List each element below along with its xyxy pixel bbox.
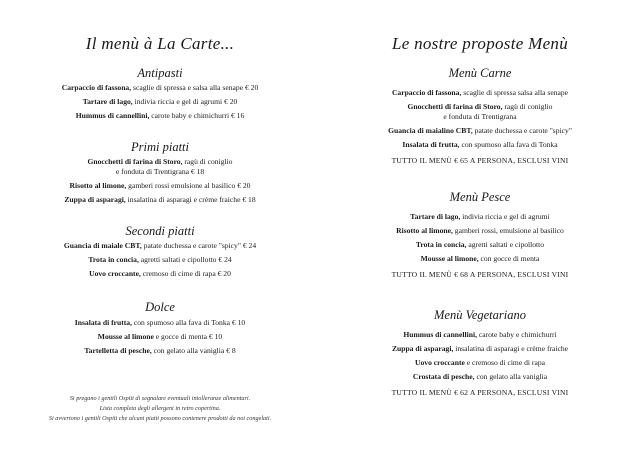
menu-item-continued: e fonduta di Trentigrana € 18 xyxy=(115,167,205,176)
dish-desc: gamberi rossi emulsione al basilico € 20 xyxy=(126,181,251,190)
menu-item xyxy=(0,181,320,191)
dish-name: Tartare di lago, xyxy=(410,212,461,221)
menu-heading-vegetariano: Menù Vegetariano xyxy=(434,308,526,322)
menu-item xyxy=(320,330,640,340)
menu-item xyxy=(320,254,640,264)
dish-name: Hummus di cannellini, xyxy=(403,330,477,339)
dish-desc: indivia riccia e gel di agrumi xyxy=(460,212,550,221)
dish-desc: indivia riccia e gel di agrumi € 20 xyxy=(132,97,238,106)
dish-desc: agretti saltati e cipollotto xyxy=(466,240,545,249)
dish-desc: e gocce di menta € 10 xyxy=(153,332,223,341)
dish-desc: scaglie di spressa salsa alla senape xyxy=(461,88,569,97)
dish-name: Uovo croccante, xyxy=(89,269,141,278)
set-menus-column xyxy=(320,0,640,452)
section-heading-primi: Primi piatti xyxy=(131,140,189,154)
menu-price: TUTTO IL MENÙ € 68 A PERSONA, ESCLUSI VINI xyxy=(391,270,569,279)
menu-item xyxy=(320,126,640,136)
dish-desc: carote baby e chimichurri € 16 xyxy=(149,111,245,120)
menu-heading-carne: Menù Carne xyxy=(448,66,512,80)
dish-name: Trota in concia, xyxy=(415,240,467,249)
menu-item xyxy=(0,346,320,356)
dish-name: Tartelletta di pesche, xyxy=(84,346,152,355)
section-heading-dolce: Dolce xyxy=(145,300,175,314)
menu-item xyxy=(320,226,640,236)
dish-desc: ragù di coniglio xyxy=(182,157,233,166)
menu-item xyxy=(320,372,640,382)
menu-item xyxy=(320,240,640,250)
dish-desc: patate duchessa e carote "spicy" xyxy=(472,126,572,135)
menu-item xyxy=(0,332,320,342)
dish-name: Insalata di frutta, xyxy=(402,140,460,149)
menu-item xyxy=(0,195,320,205)
dish-name: Crostata di pesche, xyxy=(412,372,475,381)
dish-name: Gnocchetti di farina di Storo, xyxy=(87,157,183,166)
dish-name: Carpaccio di fassona, xyxy=(391,88,462,97)
dish-desc: agretti saltati e cipollotto € 24 xyxy=(138,255,232,264)
dish-name: Gnocchetti di farina di Storo, xyxy=(407,102,503,111)
menu-item xyxy=(0,255,320,265)
menu-item xyxy=(320,102,640,112)
dish-desc: e cremoso di cime di rapa xyxy=(464,358,545,367)
dish-name: Guancia di maiale CBT, xyxy=(63,241,142,250)
dish-name: Zuppa di asparagi, xyxy=(64,195,126,204)
allergen-note: Si pregano i gentili Ospiti di segnalare eventuali intolleranze alimentari. xyxy=(69,395,251,402)
menu-item xyxy=(0,269,320,279)
menu-item xyxy=(320,344,640,354)
set-menus-title: Le nostre proposte Menù xyxy=(391,34,569,53)
menu-item xyxy=(0,318,320,328)
menu-heading-pesce: Menù Pesce xyxy=(449,190,511,204)
menu-item xyxy=(0,83,320,93)
dish-name: Insalata di frutta, xyxy=(74,318,132,327)
dish-desc: insalatina di asparagi e crème fraiche xyxy=(453,344,569,353)
dish-name: Trota in concia, xyxy=(88,255,139,264)
dish-name: Zuppa di asparagi, xyxy=(391,344,454,353)
menu-item xyxy=(0,97,320,107)
dish-desc: insalatina di asparagi e crème fraiche € 18 xyxy=(125,195,256,204)
menu-price: TUTTO IL MENÙ € 65 A PERSONA, ESCLUSI VINI xyxy=(391,156,569,165)
dish-name: Mousse al limone, xyxy=(420,254,479,263)
section-heading-secondi: Secondi piatti xyxy=(125,224,195,238)
dish-desc: carote baby e chimichurri xyxy=(476,330,557,339)
menu-item xyxy=(320,88,640,98)
dish-desc: con spumoso alla fava di Tonka xyxy=(459,140,558,149)
dish-desc: gamberi rossi, emulsione al basilico xyxy=(452,226,564,235)
dish-desc: con gocce di menta xyxy=(478,254,540,263)
dish-desc: con spumoso alla fava di Tonka € 10 xyxy=(131,318,246,327)
menu-item xyxy=(0,111,320,121)
a-la-carte-title: Il menù à La Carte... xyxy=(85,34,235,53)
dish-desc: patate duchessa e carote "spicy" € 24 xyxy=(141,241,257,250)
frozen-products-note: Si avvertono i gentili Ospiti che alcuni piatti possono contenere prodotti da noi congelati. xyxy=(48,415,272,422)
section-heading-antipasti: Antipasti xyxy=(137,66,183,80)
menu-item-continued: e fonduta di Trentigrana xyxy=(443,112,517,121)
dish-desc: ragù di coniglio xyxy=(502,102,553,111)
menu-item xyxy=(320,212,640,222)
dish-name: Uovo croccante xyxy=(415,358,465,367)
dish-desc: con gelato alla vaniglia € 8 xyxy=(151,346,236,355)
menu-item xyxy=(320,140,640,150)
dish-name: Risotto al limone, xyxy=(396,226,453,235)
menu-item xyxy=(320,358,640,368)
menu-item xyxy=(0,241,320,251)
menu-price: TUTTO IL MENÙ € 62 A PERSONA, ESCLUSI VINI xyxy=(391,388,569,397)
dish-desc: scaglie di spressa e salsa alla senape € 20 xyxy=(131,83,259,92)
dish-name: Carpaccio di fassona, xyxy=(61,83,132,92)
dish-name: Tartare di lago, xyxy=(82,97,133,106)
dish-desc: cremoso di cime di rapa € 20 xyxy=(140,269,231,278)
dish-desc: con gelato alla vaniglia xyxy=(474,372,548,381)
menu-item xyxy=(0,157,320,167)
dish-name: Hummus di cannellini, xyxy=(75,111,150,120)
dish-name: Mousse al limone xyxy=(97,332,154,341)
allergen-note: Lista completa degli allergeni in retro copertina. xyxy=(99,405,221,412)
dish-name: Guancia di maialino CBT, xyxy=(388,126,473,135)
dish-name: Risotto al limone, xyxy=(69,181,127,190)
